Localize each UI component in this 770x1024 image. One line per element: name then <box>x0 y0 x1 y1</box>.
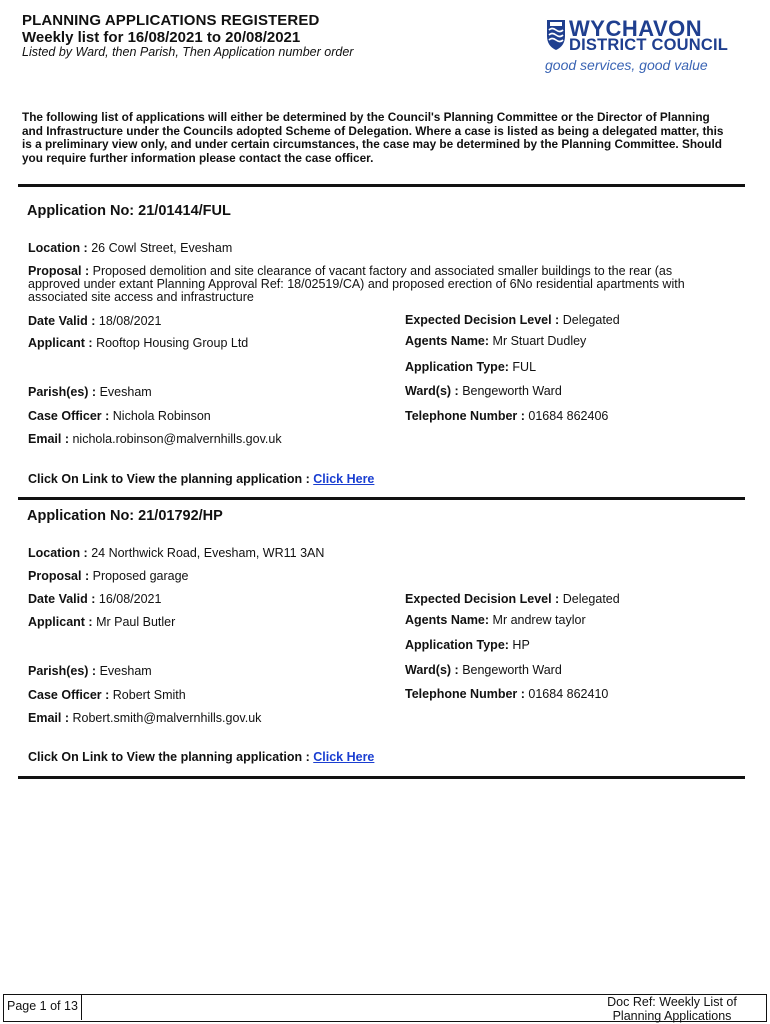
telephone-row <box>405 687 608 701</box>
email-value: Robert.smith@malvernhills.gov.uk <box>72 711 262 725</box>
applicant-value: Rooftop Housing Group Ltd <box>96 336 249 350</box>
proposal-value: Proposed garage <box>92 569 189 583</box>
location-row <box>28 546 324 560</box>
location-row <box>28 241 232 255</box>
location-label: Location : <box>28 546 88 560</box>
view-application-label: Click On Link to View the planning application : <box>28 750 310 764</box>
agents-label: Agents Name: <box>405 334 490 348</box>
doc-reference: Doc Ref: Weekly List of Planning Applications <box>607 995 737 1023</box>
email-row <box>28 432 282 446</box>
page-footer <box>3 994 767 1022</box>
proposal-label: Proposal : <box>28 264 90 278</box>
date-valid-row <box>28 592 161 606</box>
parishes-label: Parish(es) : <box>28 664 97 678</box>
application-type-label: Application Type: <box>405 638 509 652</box>
application-type-row <box>405 638 530 652</box>
view-application-row <box>28 472 374 486</box>
case-officer-row <box>28 688 186 702</box>
view-application-row <box>28 750 374 764</box>
application-number: 21/01792/HP <box>138 508 223 524</box>
wards-row <box>405 663 562 677</box>
location-value: 26 Cowl Street, Evesham <box>91 241 233 255</box>
date-valid-value: 16/08/2021 <box>98 592 162 606</box>
parishes-row <box>28 385 152 399</box>
date-valid-label: Date Valid : <box>28 314 96 328</box>
proposal-value: Proposed demolition and site clearance of vacant factory and associated smaller buildings to the rear (as approved under extant Planning Approval Ref: 18/02519/CA) and proposed erection of 6No residential apartments with associated site access and infrastructure <box>28 264 685 304</box>
application-number: 21/01414/FUL <box>138 203 231 219</box>
application-number-label: Application No: <box>27 508 135 524</box>
parishes-value: Evesham <box>99 385 152 399</box>
wards-label: Ward(s) : <box>405 663 459 677</box>
page-subtitle: Weekly list for 16/08/2021 to 20/08/2021 <box>22 29 301 46</box>
logo-tagline: good services, good value <box>545 57 708 73</box>
parishes-label: Parish(es) : <box>28 385 97 399</box>
click-here-link[interactable]: Click Here <box>313 472 375 486</box>
council-crest-icon <box>545 18 567 52</box>
email-row <box>28 711 261 725</box>
proposal-row <box>28 570 688 583</box>
location-value: 24 Northwick Road, Evesham, WR11 3AN <box>91 546 325 560</box>
page-number: Page 1 of 13 <box>7 999 78 1013</box>
proposal-label: Proposal : <box>28 569 90 583</box>
section-divider <box>18 184 745 187</box>
telephone-value: 01684 862410 <box>528 687 609 701</box>
expected-decision-label: Expected Decision Level : <box>405 313 560 327</box>
page-title: PLANNING APPLICATIONS REGISTERED <box>22 12 320 29</box>
agents-value: Mr andrew taylor <box>492 613 586 627</box>
logo-wordmark-line2: DISTRICT COUNCIL <box>569 36 729 54</box>
date-valid-row <box>28 314 161 328</box>
application-type-value: FUL <box>512 360 537 374</box>
parishes-value: Evesham <box>99 664 152 678</box>
location-label: Location : <box>28 241 88 255</box>
email-value: nichola.robinson@malvernhills.gov.uk <box>72 432 282 446</box>
applicant-label: Applicant : <box>28 336 93 350</box>
council-logo <box>545 16 740 76</box>
telephone-row <box>405 409 608 423</box>
expected-decision-row <box>405 592 620 606</box>
case-officer-row <box>28 409 211 423</box>
application-heading <box>27 203 231 219</box>
date-valid-label: Date Valid : <box>28 592 96 606</box>
case-officer-label: Case Officer : <box>28 409 110 423</box>
date-valid-value: 18/08/2021 <box>98 314 162 328</box>
expected-decision-value: Delegated <box>562 592 620 606</box>
listing-order-note: Listed by Ward, then Parish, Then Application number order <box>22 45 354 59</box>
footer-cell-divider <box>3 994 82 1020</box>
agents-value: Mr Stuart Dudley <box>492 334 587 348</box>
telephone-label: Telephone Number : <box>405 409 525 423</box>
logo-wordmark-line1: WYCHAVON <box>569 16 703 41</box>
case-officer-value: Nichola Robinson <box>112 409 211 423</box>
view-application-label: Click On Link to View the planning application : <box>28 472 310 486</box>
section-divider <box>18 497 745 500</box>
wards-row <box>405 384 562 398</box>
section-divider <box>18 776 745 779</box>
click-here-link[interactable]: Click Here <box>313 750 375 764</box>
proposal-row <box>28 265 688 304</box>
case-officer-value: Robert Smith <box>112 688 186 702</box>
expected-decision-value: Delegated <box>562 313 620 327</box>
applicant-row <box>28 615 175 629</box>
wards-value: Bengeworth Ward <box>462 663 562 677</box>
applicant-label: Applicant : <box>28 615 93 629</box>
application-type-value: HP <box>512 638 530 652</box>
agents-row <box>405 334 586 348</box>
agents-label: Agents Name: <box>405 613 490 627</box>
wards-value: Bengeworth Ward <box>462 384 562 398</box>
application-heading <box>27 508 223 524</box>
telephone-label: Telephone Number : <box>405 687 525 701</box>
email-label: Email : <box>28 432 69 446</box>
application-type-row <box>405 360 536 374</box>
application-type-label: Application Type: <box>405 360 509 374</box>
intro-paragraph: The following list of applications will either be determined by the Council's Planning Committee or the Director of Planning and Infrastructure under the Councils adopted Scheme of Delegation. Where a case is listed as being a delegated matter, this is a preliminary view only, and under certain circumstances, the case may be determined by the Planning Committee. Should you require further information please contact the case officer. <box>22 110 724 165</box>
agents-row <box>405 613 586 627</box>
case-officer-label: Case Officer : <box>28 688 110 702</box>
expected-decision-label: Expected Decision Level : <box>405 592 560 606</box>
telephone-value: 01684 862406 <box>528 409 609 423</box>
parishes-row <box>28 664 152 678</box>
expected-decision-row <box>405 313 620 327</box>
wards-label: Ward(s) : <box>405 384 459 398</box>
applicant-value: Mr Paul Butler <box>96 615 176 629</box>
email-label: Email : <box>28 711 69 725</box>
applicant-row <box>28 336 248 350</box>
application-number-label: Application No: <box>27 203 135 219</box>
